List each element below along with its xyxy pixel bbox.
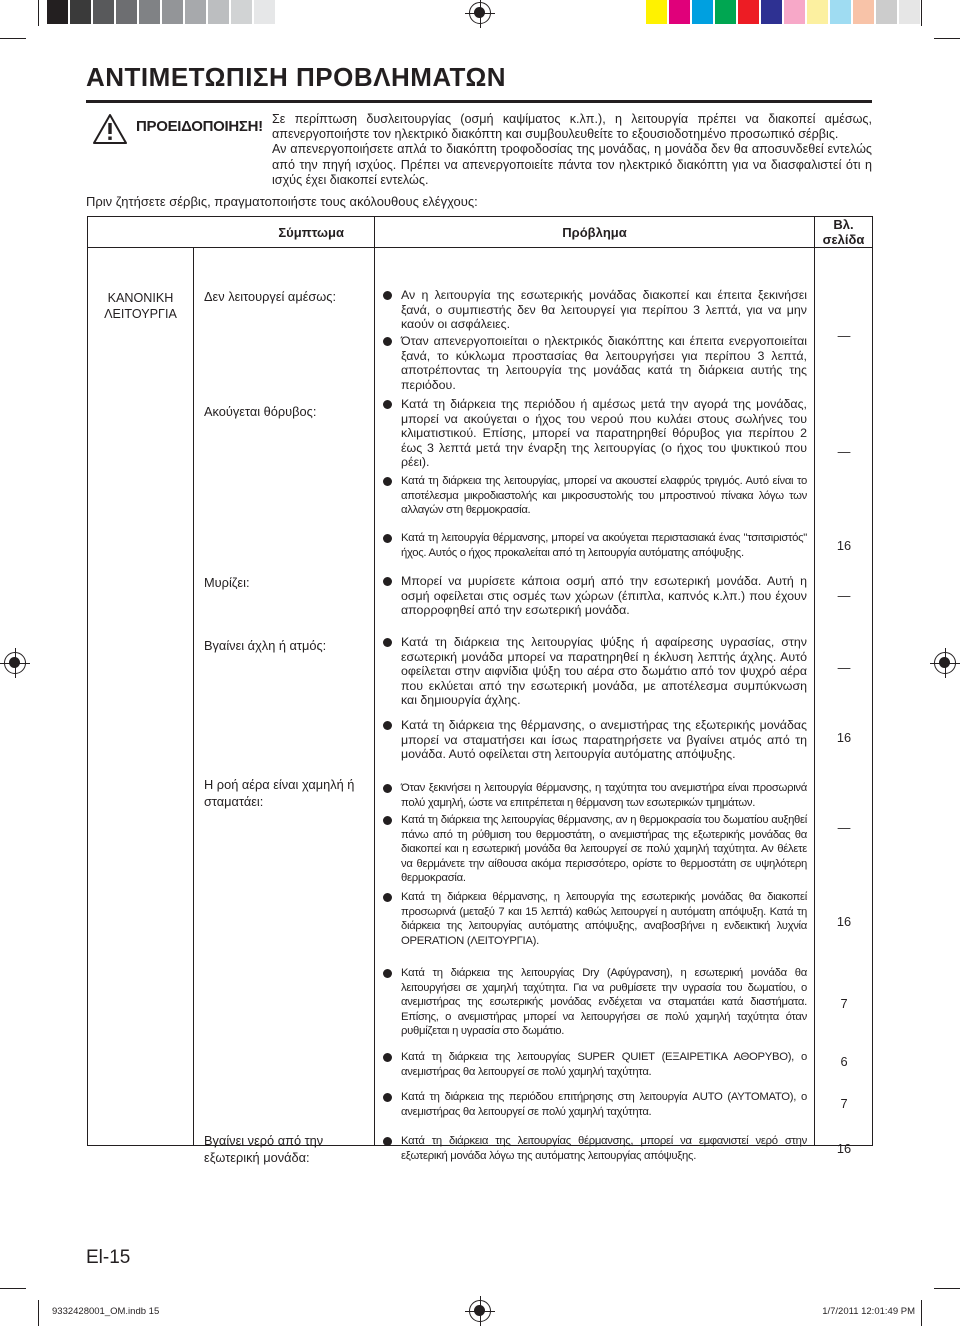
registration-mark-top-icon xyxy=(469,2,491,24)
warning-label: ΠΡΟΕΙΔΟΠΟΙΗΣΗ! xyxy=(136,118,263,135)
ref-value: — xyxy=(837,820,851,835)
symptom-item: Βγαίνει άχλη ή ατμός: xyxy=(204,638,327,653)
table-row xyxy=(88,248,873,1146)
page-title: ΑΝΤΙΜΕΤΩΠΙΣΗ ΠΡΟΒΛΗΜΑΤΩΝ xyxy=(86,62,507,92)
ref-value: — xyxy=(837,328,851,343)
header-ref: Βλ. σελίδα xyxy=(815,217,873,248)
title-rule xyxy=(86,100,872,103)
problem-item: Αν η λειτουργία της εσωτερικής μονάδας διακοπεί και έπειτα ξεκινήσει ξανά, ο συμπιεστής δεν θα λειτουργεί για περίπου 3 λεπτά, για να μην καούν οι ασφάλειες. xyxy=(383,288,807,332)
ref-value: 16 xyxy=(836,730,852,745)
crop-mark-icon xyxy=(934,38,960,39)
warning-text xyxy=(272,112,872,188)
warning-line: Σε περίπτωση δυσλειτουργίας (οσμή καψίματος κ.λπ.), η λειτουργία πρέπει να διακοπεί αμέσως, απενεργοποιήστε τον ηλεκτρικό διακόπτη και συμβουλευθείτε το εξουσιοδοτημένο προσωπικό σέρβις. xyxy=(272,112,872,142)
ref-value: 16 xyxy=(836,914,852,929)
problem-item: Κατά τη διάρκεια της περιόδου επιτήρησης στη λειτουργία AUTO (ΑΥΤΟΜΑΤΟ), ο ανεμιστήρας θα λειτουργεί σε πολύ χαμηλή ταχύτητα. xyxy=(383,1090,807,1119)
problem-item: Κατά τη διάρκεια θέρμανσης, η λειτουργία της εσωτερικής μονάδας θα διακοπεί προσωρινά (μεταξύ 7 και 15 λεπτά) καθώς λειτουργεί η αυτόματη απόψυξη. Κατά τη διάρκεια της λειτουργίας αυτόματης απόψυξης, αναβοσβήνει η ενδεικτική λυχνία OPERATION (ΛΕΙΤΟΥΡΓΙΑ). xyxy=(383,890,807,948)
ref-value: — xyxy=(837,444,851,459)
problem-cell xyxy=(375,248,815,1162)
problem-item: Κατά τη διάρκεια της θέρμανσης, ο ανεμιστήρας της εξωτερικής μονάδας μπορεί να σταματήσει και ίσως παρατηρήσετε να βγαίνει ατμός από τη μονάδα. Αυτό οφείλεται στη λειτουργία αυτόματης απόψυξης. xyxy=(383,718,807,762)
ref-cell xyxy=(815,248,873,1156)
ref-value: 7 xyxy=(840,1096,848,1111)
problem-item: Κατά τη διάρκεια της λειτουργίας Dry (Αφύγρανση), η εσωτερική μονάδα θα λειτουργήσει σε χαμηλή ταχύτητα. Για να ρυθμίσετε την υγρασία του δωματίου, ο ανεμιστήρας της εσωτερικής μονάδας ενδέχεται να σταματάει κατά διαστήματα. Επίσης, ο ανεμιστήρας μπορεί να λειτουργήσει σε πολύ χαμηλή ταχύτητα όταν ρυθμίζεται η υγρασία στο δωμάτιο. xyxy=(383,966,807,1039)
symptom-item: Ακούγεται θόρυβος: xyxy=(204,404,317,419)
header-problem: Πρόβλημα xyxy=(375,217,815,248)
ref-value: — xyxy=(837,588,851,603)
crop-mark-icon xyxy=(921,0,922,26)
problem-item: Κατά τη διάρκεια της περιόδου ή αμέσως μετά την αγορά της μονάδας, μπορεί να ακούγεται ο ήχος του νερού που κυλάει στους σωλήνες του κλιματιστικού. Επίσης, μπορεί να παρατηρηθεί θόρυβος για περίπου 2 έως 3 λεπτά μετά την έναρξη της λειτουργίας (ο ήχος του ψυκτικού που ρέει). xyxy=(383,397,807,470)
header-symptom: Σύμπτωμα xyxy=(88,217,375,248)
symptom-item: Μυρίζει: xyxy=(204,575,250,590)
print-color-bar-right xyxy=(640,0,960,26)
print-color-bar-left xyxy=(0,0,310,26)
symptom-item: Η ροή αέρα είναι χαμηλή ή σταματάει: xyxy=(204,777,355,809)
registration-mark-left-icon xyxy=(4,652,26,674)
troubleshooting-table xyxy=(87,216,873,1165)
page-number: El-15 xyxy=(86,1247,131,1268)
problem-item: Κατά τη διάρκεια της λειτουργίας ψύξης ή αφαίρεσης υγρασίας, στην εσωτερική μονάδα μπορεί να παρατηρηθεί η έκλυση λεπτής άχλης. Αυτό οφείλεται στην αιφνίδια ψύξη του αέρα στο δωμάτιο από τον ψυχρό αέρα που εκλύεται από την εσωτερική μονάδα, με αποτέλεσμα συμπύκνωση και δημιουργία άχλης. xyxy=(383,635,807,708)
footer-file: 9332428001_OM.indb 15 xyxy=(52,1306,160,1317)
ref-value: 16 xyxy=(836,538,852,553)
registration-mark-bottom-icon xyxy=(469,1300,491,1322)
warning-line: Αν απενεργοποιήσετε απλά το διακόπτη τροφοδοσίας της μονάδας, η μονάδα δεν θα αποσυνδεθεί εντελώς από την πηγή ισχύος. Πρέπει να απενεργοποιείτε πάντα τον ηλεκτρικό διακόπτη για να διασφαλιστεί ότι η ισχύς έχει διακοπεί εντελώς. xyxy=(272,142,872,187)
problem-item: Κατά τη διάρκεια της λειτουργίας θέρμανσης, μπορεί να εμφανιστεί νερό στην εξωτερική μονάδα λόγω της αυτόματης λειτουργίας απόψυξης. xyxy=(383,1134,807,1163)
ref-value: 6 xyxy=(840,1054,848,1069)
footer-timestamp: 1/7/2011 12:01:49 PM xyxy=(822,1306,915,1317)
crop-mark-icon xyxy=(0,38,26,39)
crop-mark-icon xyxy=(38,0,39,26)
crop-mark-icon xyxy=(921,1300,922,1326)
ref-value: 16 xyxy=(836,1141,852,1156)
symptom-cell xyxy=(194,248,375,1165)
registration-mark-right-icon xyxy=(934,652,956,674)
symptom-item: Δεν λειτουργεί αμέσως: xyxy=(204,289,337,304)
problem-item: Κατά τη διάρκεια της λειτουργίας SUPER QUIET (ΕΞΑΙΡΕΤΙΚΑ ΑΘΟΡΥΒΟ), ο ανεμιστήρας θα λειτουργεί σε πολύ χαμηλή ταχύτητα. xyxy=(383,1050,807,1079)
problem-item: Κατά τη διάρκεια της λειτουργίας, μπορεί να ακουστεί ελαφρύς τριγμός. Αυτό είναι το αποτέλεσμα μικροδιαστολής και μικροσυστολής του μπροστινού πίνακα λόγω των αλλαγών στη θερμοκρασία. xyxy=(383,474,807,518)
ref-value: — xyxy=(837,660,851,675)
symptom-item: Βγαίνει νερό από την εξωτερική μονάδα: xyxy=(204,1133,324,1165)
warning-triangle-icon xyxy=(92,113,128,145)
problem-item: Όταν απενεργοποιείται ο ηλεκτρικός διακόπτης και έπειτα ενεργοποιείται ξανά, το κύκλωμα προστασίας θα λειτουργήσει για περίπου 3 λεπτά, αποτρέποντας τη λειτουργία της μονάδας κατά τη διάρκεια αυτής της περιόδου. xyxy=(383,334,807,392)
crop-mark-icon xyxy=(0,1288,26,1289)
problem-item: Όταν ξεκινήσει η λειτουργία θέρμανσης, η ταχύτητα του ανεμιστήρα είναι προσωρινά πολύ χαμηλή, ώστε να επιτρέπεται η θέρμανση των εσωτερικών τμημάτων. xyxy=(383,781,807,810)
problem-item: Μπορεί να μυρίσετε κάποια οσμή από την εσωτερική μονάδα. Αυτή η οσμή οφείλεται στις οσμές των χώρων (έπιπλα, καπνός κ.λπ.) που έχουν απορροφηθεί από την εσωτερική μονάδα. xyxy=(383,574,807,618)
intro-text: Πριν ζητήσετε σέρβις, πραγματοποιήστε τους ακόλουθους ελέγχους: xyxy=(86,194,478,209)
ref-value: 7 xyxy=(840,996,848,1011)
problem-item: Κατά τη διάρκεια της λειτουργίας θέρμανσης, αν η θερμοκρασία του δωματίου αυξηθεί πάνω από τη ρύθμιση του θερμοστάτη, ο ανεμιστήρας της εξωτερικής μονάδας θα διακοπεί και η εσωτερική μονάδα θα λειτουργεί σε πολύ χαμηλή ταχύτητα. Αν θέλετε να θερμάνετε την αίθουσα ακόμα περισσότερο, ορίστε το θερμοστάτη σε υψηλότερη θερμοκρασία. xyxy=(383,813,807,886)
category-cell: ΚΑΝΟΝΙΚΗ ΛΕΙΤΟΥΡΓΙΑ xyxy=(88,248,194,1146)
problem-item: Κατά τη λειτουργία θέρμανσης, μπορεί να ακούγεται περιστασιακά ένας "τσιτσιριστός" ήχος. Αυτός ο ήχος προκαλείται από τη λειτουργία αυτόματης απόψυξης. xyxy=(383,531,807,560)
table-header-row xyxy=(88,217,873,248)
crop-mark-icon xyxy=(934,1288,960,1289)
crop-mark-icon xyxy=(38,1300,39,1326)
